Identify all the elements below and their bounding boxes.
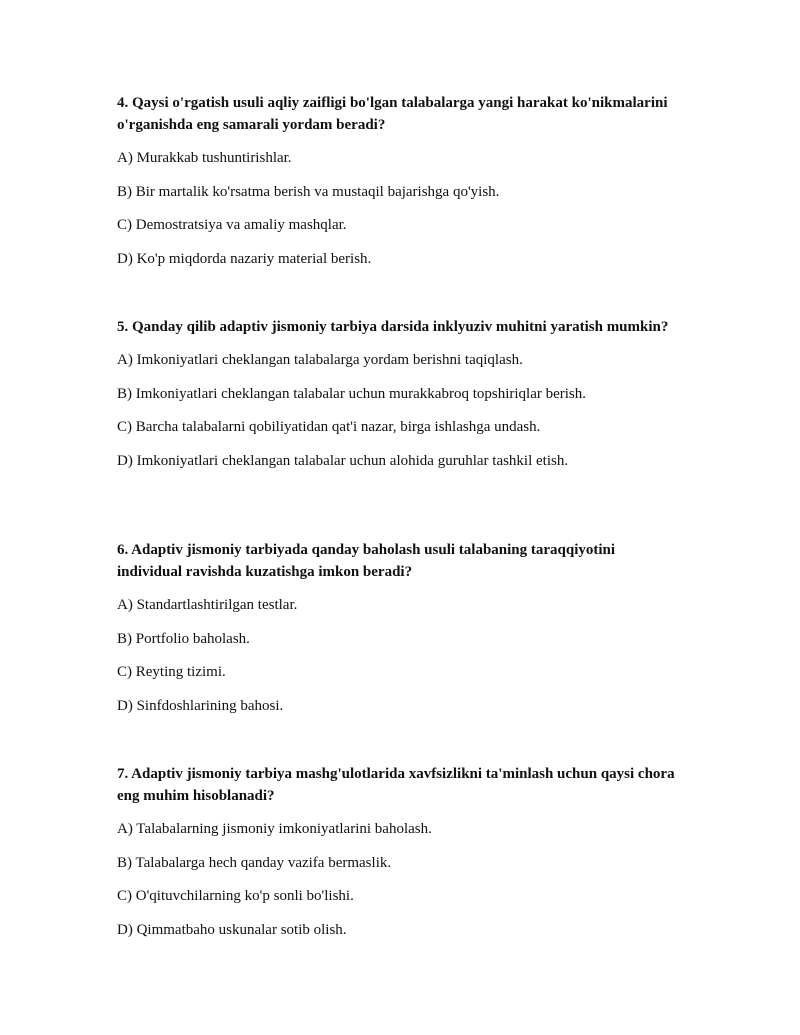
option-c: C) O'qituvchilarning ko'p sonli bo'lishi. — [117, 888, 354, 905]
option-a: A) Murakkab tushuntirishlar. — [117, 150, 292, 166]
question-4 — [117, 92, 677, 282]
option-c: C) Demostratsiya va amaliy mashqlar. — [117, 217, 347, 234]
question-6 — [117, 539, 677, 729]
question-7 — [117, 763, 677, 953]
option-d: D) Qimmatbaho uskunalar sotib olish. — [117, 921, 347, 938]
question-5 — [117, 316, 677, 484]
question-title: 6. Adaptiv jismoniy tarbiyada qanday baholash usuli talabaning taraqqiyotini individual ravishda kuzatishga imkon beradi? — [117, 542, 616, 580]
option-b: B) Portfolio baholash. — [117, 630, 250, 647]
option-b: B) Talabalarga hech qanday vazifa bermaslik. — [117, 854, 392, 871]
option-d: D) Ko'p miqdorda nazariy material berish. — [117, 250, 372, 267]
option-b: B) Bir martalik ko'rsatma berish va mustaqil bajarishga qo'yish. — [117, 183, 500, 200]
option-a: A) Talabalarning jismoniy imkoniyatlarini baholash. — [117, 821, 432, 837]
option-c: C) Reyting tizimi. — [117, 664, 226, 681]
question-title: 7. Adaptiv jismoniy tarbiya mashg'ulotlarida xavfsizlikni ta'minlash uchun qaysi chora eng muhim hisoblanadi? — [117, 766, 675, 804]
question-title: 5. Qanday qilib adaptiv jismoniy tarbiya darsida inklyuziv muhitni yaratish mumkin? — [117, 319, 669, 335]
option-b: B) Imkoniyatlari cheklangan talabalar uchun murakkabroq topshiriqlar berish. — [117, 385, 587, 402]
option-a: A) Standartlashtirilgan testlar. — [117, 597, 298, 613]
option-c: C) Barcha talabalarni qobiliyatidan qat'i nazar, birga ishlashga undash. — [117, 419, 541, 436]
option-d: D) Sinfdoshlarining bahosi. — [117, 697, 284, 714]
option-a: A) Imkoniyatlari cheklangan talabalarga yordam berishni taqiqlash. — [117, 352, 523, 368]
question-title: 4. Qaysi o'rgatish usuli aqliy zaifligi bo'lgan talabalarga yangi harakat ko'nikmalarini o'rganishda eng samarali yordam beradi? — [117, 95, 668, 133]
option-d: D) Imkoniyatlari cheklangan talabalar uchun alohida guruhlar tashkil etish. — [117, 452, 569, 469]
